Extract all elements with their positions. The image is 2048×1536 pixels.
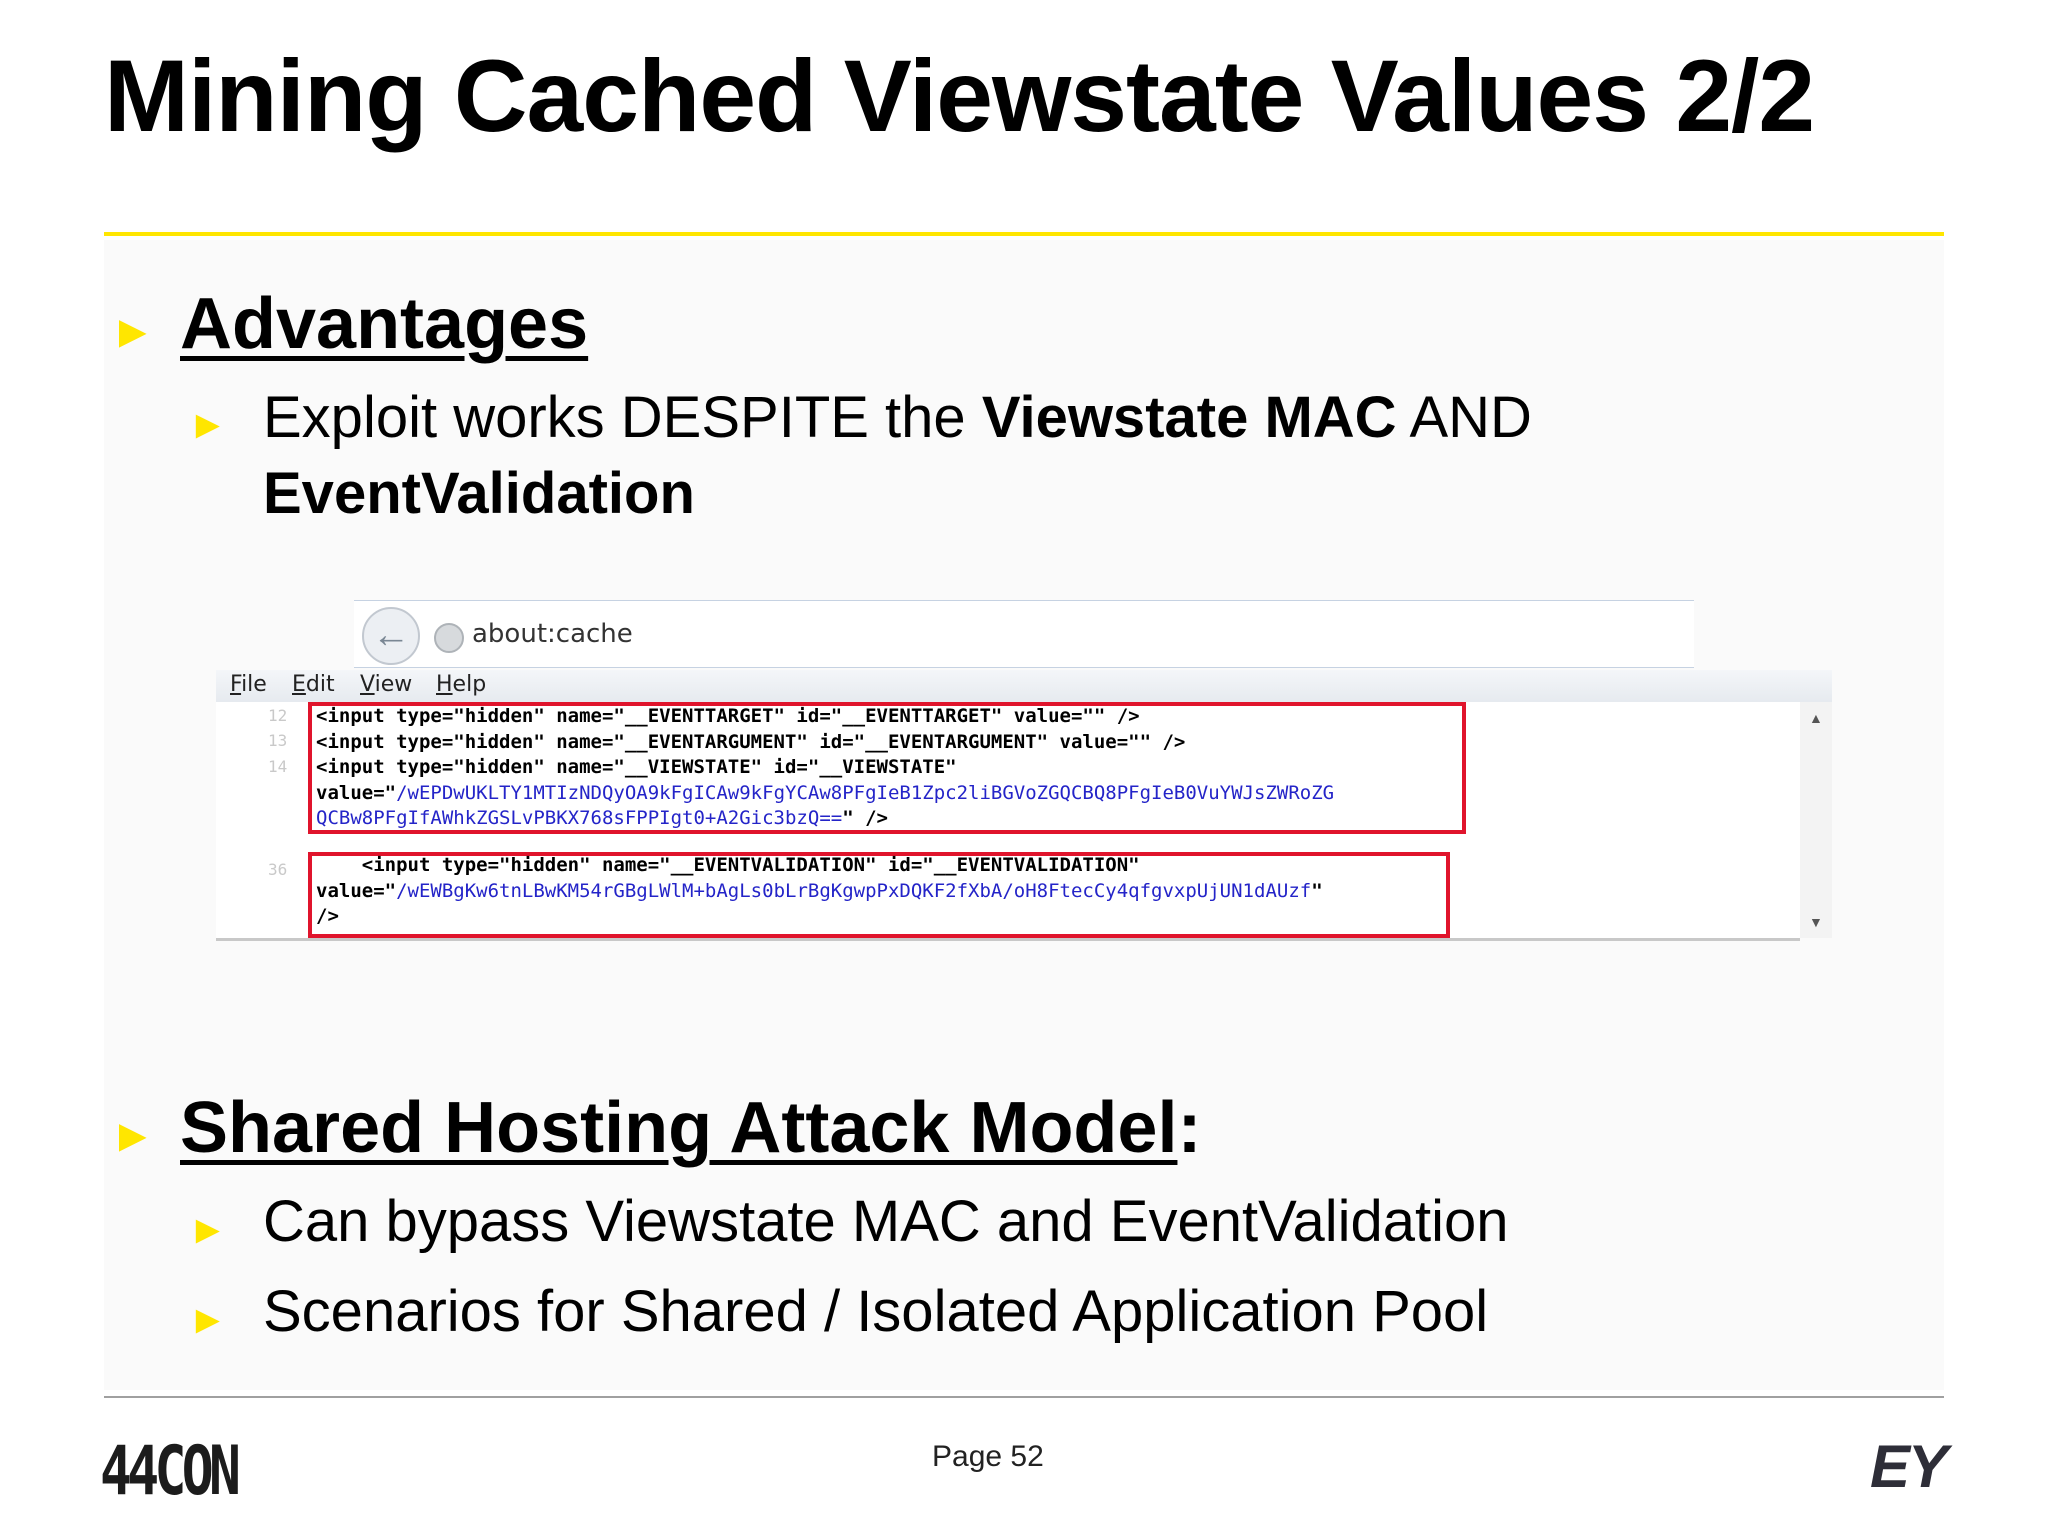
menu-key: F xyxy=(230,672,242,697)
line-number: 13 xyxy=(268,731,288,750)
menu-bar xyxy=(216,670,1832,703)
code-line: <input type="hidden" name="__VIEWSTATE" id="__VIEWSTATE" xyxy=(316,756,957,778)
eventvalidation-value: /wEWBgKw6tnLBwKM54rGBgLWlM+bAgLs0bLrBgKgwpPxDQKF2fXbA/oH8FtecCy4qfgvxpUjUN1dAUzf xyxy=(396,879,1312,902)
bullet-arrow-icon: ► xyxy=(110,1109,156,1161)
advantages-bullet xyxy=(263,380,1532,532)
slide-title: Mining Cached Viewstate Values 2/2 xyxy=(104,39,1815,153)
menu-key: H xyxy=(436,672,453,697)
shared-hosting-bullet: Can bypass Viewstate MAC and EventValidation xyxy=(263,1189,1509,1254)
address-bar xyxy=(354,600,1694,668)
bullet-arrow-icon: ► xyxy=(188,1208,228,1252)
menu-label: elp xyxy=(452,672,487,697)
menu-view xyxy=(360,672,412,697)
browser-screenshot xyxy=(216,600,1832,942)
address-url: about:cache xyxy=(472,619,633,649)
menu-file xyxy=(230,672,267,697)
shared-hosting-bullet: Scenarios for Shared / Isolated Application Pool xyxy=(263,1279,1489,1344)
code-line: <input type="hidden" name="__EVENTVALIDATION" id="__EVENTVALIDATION" xyxy=(316,854,1140,876)
globe-icon xyxy=(434,623,464,653)
advantages-heading xyxy=(180,284,589,364)
scroll-up-icon[interactable]: ▲ xyxy=(1809,710,1823,726)
bullet-arrow-icon: ► xyxy=(110,305,156,357)
eventvalidation-code xyxy=(316,853,1323,930)
bullet-text: Exploit works DESPITE the xyxy=(263,385,982,450)
viewstate-value: QCBw8PFgIfAWhkZGSLvPBKX768sFPPIgt0+A2Gic3bzQ== xyxy=(316,807,843,829)
code-line: <input type="hidden" name="__EVENTTARGET" id="__EVENTTARGET" value="" /> xyxy=(316,705,1140,727)
bullet-bold-text: Viewstate MAC xyxy=(981,385,1397,450)
bullet-bold-text: EventValidation xyxy=(263,461,695,526)
menu-help xyxy=(436,672,486,697)
scroll-down-icon[interactable]: ▼ xyxy=(1809,914,1823,930)
code-attr: " xyxy=(1311,879,1323,902)
shared-hosting-heading-text: Shared Hosting Attack Model xyxy=(180,1088,1178,1168)
menu-key: E xyxy=(292,672,306,697)
ey-logo: EY xyxy=(1870,1433,1947,1500)
code-attr: " /> xyxy=(842,807,888,829)
code-attr: value=" xyxy=(316,879,397,902)
shared-hosting-heading xyxy=(180,1088,1202,1168)
menu-key: V xyxy=(360,672,375,697)
code-line: <input type="hidden" name="__EVENTARGUMENT" id="__EVENTARGUMENT" value="" /> xyxy=(316,730,1186,753)
line-number: 36 xyxy=(268,860,288,879)
source-code-pane xyxy=(216,702,1800,941)
44con-logo: 44CON xyxy=(100,1432,237,1511)
advantages-heading-text: Advantages xyxy=(180,284,589,364)
viewstate-value: /wEPDwUKLTY1MTIzNDQyOA9kFgICAw9kFgYCAw8PFgIeB1Zpc2liBGVoZGQCBQ8PFgIeB0VuYWJsZWRoZG xyxy=(396,781,1335,804)
code-attr: value=" xyxy=(316,781,397,804)
bullet-arrow-icon: ► xyxy=(188,403,228,447)
menu-label: iew xyxy=(374,672,413,697)
line-number: 12 xyxy=(268,706,288,725)
scrollbar[interactable] xyxy=(1800,702,1832,938)
menu-label: dit xyxy=(305,672,335,697)
back-arrow-icon: ← xyxy=(362,607,420,665)
line-number: 14 xyxy=(268,757,288,776)
bullet-arrow-icon: ► xyxy=(188,1298,228,1342)
footer-divider xyxy=(104,1396,1944,1398)
viewstate-code xyxy=(316,704,1334,832)
page-number: Page 52 xyxy=(932,1440,1044,1473)
code-line: /> xyxy=(316,905,339,927)
title-divider xyxy=(104,232,1944,236)
menu-edit xyxy=(292,672,335,697)
menu-label: ile xyxy=(241,672,267,697)
bullet-text: AND xyxy=(1396,385,1532,450)
heading-colon: : xyxy=(1177,1088,1202,1168)
